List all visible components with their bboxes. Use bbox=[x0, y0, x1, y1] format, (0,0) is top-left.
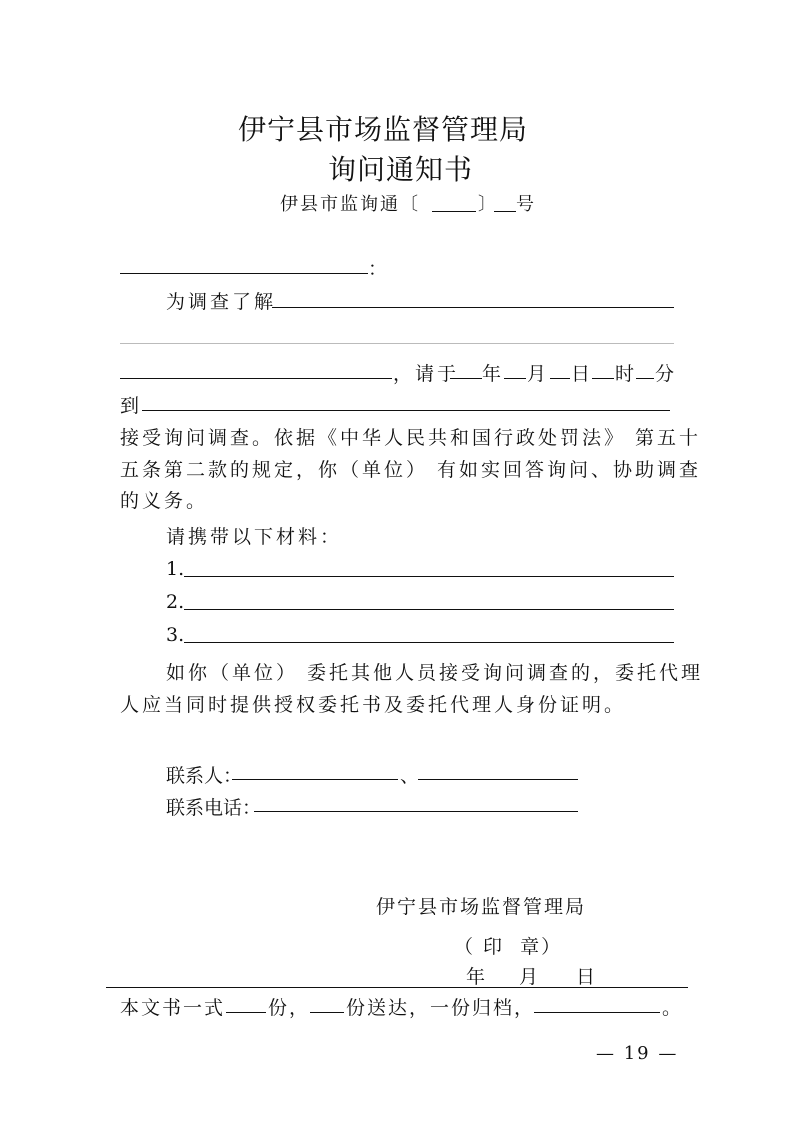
materials-heading: 请携带以下材料： bbox=[166, 526, 343, 548]
footer-served-text: 份送达，一份归档， bbox=[346, 997, 536, 1019]
doc-number-blank bbox=[432, 211, 476, 212]
signature-seal: （ 印 章） bbox=[454, 936, 563, 958]
appointment-please: ，请于 bbox=[393, 363, 460, 385]
footer-archive-blank bbox=[534, 1012, 660, 1013]
footer-rule bbox=[106, 987, 688, 988]
contact-phone-label: 联系电话： bbox=[166, 797, 262, 819]
material-item-1-blank bbox=[184, 576, 674, 577]
purpose-continuation-line bbox=[120, 343, 674, 344]
signature-day: 日 bbox=[576, 966, 598, 988]
appointee-blank bbox=[120, 378, 392, 379]
legal-basis-line-3: 的义务。 bbox=[120, 490, 209, 512]
footer-copies-blank bbox=[226, 1012, 266, 1013]
year-blank bbox=[450, 378, 482, 379]
material-item-2-number: 2. bbox=[166, 591, 185, 613]
agency-title: 伊宁县市场监督管理局 bbox=[238, 113, 529, 146]
minute-label: 分 bbox=[655, 363, 678, 385]
proxy-note-line-1: 如你（单位） 委托其他人员接受询问调查的，委托代理 bbox=[166, 662, 704, 684]
signature-year: 年 bbox=[466, 966, 488, 988]
footer-copies-lead: 本文书一式 bbox=[120, 997, 226, 1019]
day-label: 日 bbox=[571, 363, 594, 385]
material-item-1-number: 1. bbox=[166, 558, 185, 580]
contact-person-label: 联系人： bbox=[166, 765, 243, 787]
contact-person-blank-2 bbox=[418, 779, 578, 780]
contact-person-blank-1 bbox=[232, 779, 398, 780]
contact-separator: 、 bbox=[400, 765, 423, 787]
material-item-3-number: 3. bbox=[166, 624, 185, 646]
doc-number-middle: 〕 bbox=[478, 194, 498, 215]
doc-number-prefix: 伊县市监询通〔 bbox=[280, 194, 420, 215]
material-item-2-blank bbox=[184, 609, 674, 610]
doc-number-suffix: 号 bbox=[516, 194, 536, 215]
location-to: 到 bbox=[120, 395, 143, 417]
page-number: — 19 — bbox=[596, 1043, 679, 1064]
purpose-lead: 为调查了解 bbox=[166, 291, 277, 313]
contact-phone-blank bbox=[254, 811, 578, 812]
hour-blank bbox=[592, 378, 614, 379]
year-label: 年 bbox=[482, 363, 505, 385]
month-label: 月 bbox=[527, 363, 550, 385]
signature-month: 月 bbox=[519, 966, 541, 988]
month-blank bbox=[504, 378, 526, 379]
hour-label: 时 bbox=[615, 363, 638, 385]
doc-number-seq-blank bbox=[494, 211, 516, 212]
addressee-blank bbox=[120, 273, 368, 274]
legal-basis-line-1: 接受询问调查。依据《中华人民共和国行政处罚法》 第五十 bbox=[120, 427, 702, 449]
signature-agency: 伊宁县市场监督管理局 bbox=[376, 896, 587, 918]
day-blank bbox=[550, 378, 570, 379]
legal-basis-line-2: 五条第二款的规定，你（单位） 有如实回答询问、协助调查 bbox=[120, 459, 702, 481]
proxy-note-line-2: 人应当同时提供授权委托书及委托代理人身份证明。 bbox=[120, 694, 627, 716]
document-title: 询问通知书 bbox=[328, 153, 474, 186]
purpose-blank bbox=[272, 307, 674, 308]
footer-copies-unit: 份， bbox=[268, 997, 311, 1019]
location-blank bbox=[142, 410, 670, 411]
addressee-colon: ： bbox=[368, 258, 391, 280]
minute-blank bbox=[636, 378, 654, 379]
footer-served-blank bbox=[310, 1012, 344, 1013]
footer-end: 。 bbox=[662, 997, 685, 1019]
material-item-3-blank bbox=[184, 642, 674, 643]
